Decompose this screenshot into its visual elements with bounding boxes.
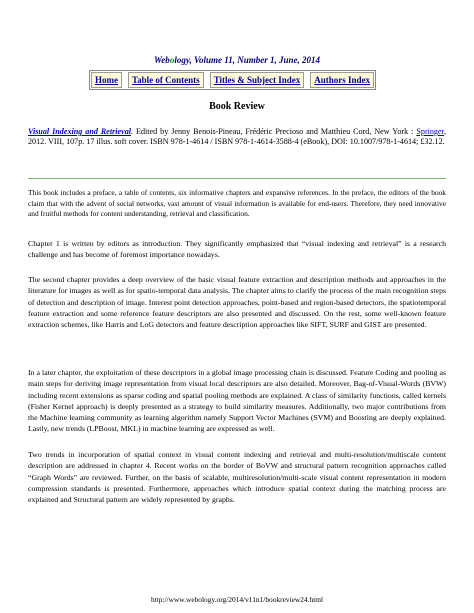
journal-name-suffix: logy [174,55,190,65]
journal-name-mid: o [169,55,175,65]
journal-name-prefix: Web [153,55,170,65]
nav-authors-link[interactable]: Authors Index [314,75,371,85]
book-citation [28,127,446,148]
footer-url: http://www.webology.org/2014/v11n1/bookreview24.html [150,595,324,604]
nav-titles-link[interactable]: Titles & Subject Index [213,75,301,85]
citation-details: , 2012. VIII, 107p. 17 illus. soft cover. ISBN 978-1-4614 / ISBN 978-1-4614-3588-4 (eBook), DOI: 10.1007/978-1-4614; £32.12. [28,127,446,147]
nav-home-cell [91,72,122,88]
review-paragraph: The second chapter provides a deep overview of the basic visual feature extraction and description methods and approaches in the literature for images as well as for spatio-temporal data analysis. The chapter aims to clarify the process of the main recognition steps of detection and description of image. Interest point detection approaches, point-based and region-based detectors, the spatiotemporal feature extraction and some reference feature descriptors are also presented and discussed. On the rest, some well-known feature extraction schemes, like Harris and LoG detectors and feature description approaches like SIFT, SURF and GIST are presented. [28,275,446,330]
nav-authors-cell [310,72,374,88]
journal-header [0,55,474,66]
nav-toc-cell [128,72,204,88]
citation-editors: . Edited by Jenny Benois-Pineau, Frédéric Precioso and Matthieu Cord, New York : [131,127,417,136]
review-paragraph: Two trends in incorporation of spatial context in visual content indexing and retrieval and multi-resolution/multiscale content description are addressed in chapter 4. Recent works on the border of BoVW and structural pattern recognition approaches called “Graph Words” are reviewed. Further, on the basis of scalable, multiresolution/multi-scale visual content representation in modern compression standards is presented. Furthermore, approaches which introduce spatial context during the matching process are explained and Structural pattern are widely represented by graphs. [28,450,446,505]
publisher-link[interactable]: Springer [416,127,444,136]
nav-toc-link[interactable]: Table of Contents [132,75,200,85]
review-paragraph: This book includes a preface, a table of contents, six informative chapters and expansive references. In the preface, the editors of the book claim that with the advent of social networks, vast amount of visual information is available for end-users. Therefore, they need innovative and fruitful methods for content understanding, retrieval and classification. [28,188,446,219]
book-title-link[interactable]: Visual Indexing and Retrieval [28,127,131,136]
divider [28,178,446,179]
nav-bar [89,70,376,90]
page-title: Book Review [209,101,265,112]
nav-home-link[interactable]: Home [95,75,118,85]
nav-titles-cell [210,72,305,88]
issue-info: , Volume 11, Number 1, June, 2014 [189,55,321,65]
review-paragraph: In a later chapter, the exploitation of these descriptors in a global image processing chain is discussed. Feature Coding and pooling as main steps for deriving image representation from visual local descriptors are also detailed. Moreover, Bag-of-Visual-Words (BVW) including recent extensions as sparse coding and spatial pooling methods are explained. A class of similarity functions, called kernels (Fisher Kernel approach) is deeply presented as a strategy to build similarity measures. Additionally, two major contributions from the Machine learning community as learning algorithm namely Support Vector Machines (SVM) and Boosting are deeply explained. Lastly, new trends (LPBoost, MKL) in machine learning are expressed as well. [28,368,446,434]
review-paragraph: Chapter 1 is written by editors as introduction. They significantly emphasized that “visual indexing and retrieval” is a research challenge and has become of foremost importance nowadays. [28,239,446,260]
